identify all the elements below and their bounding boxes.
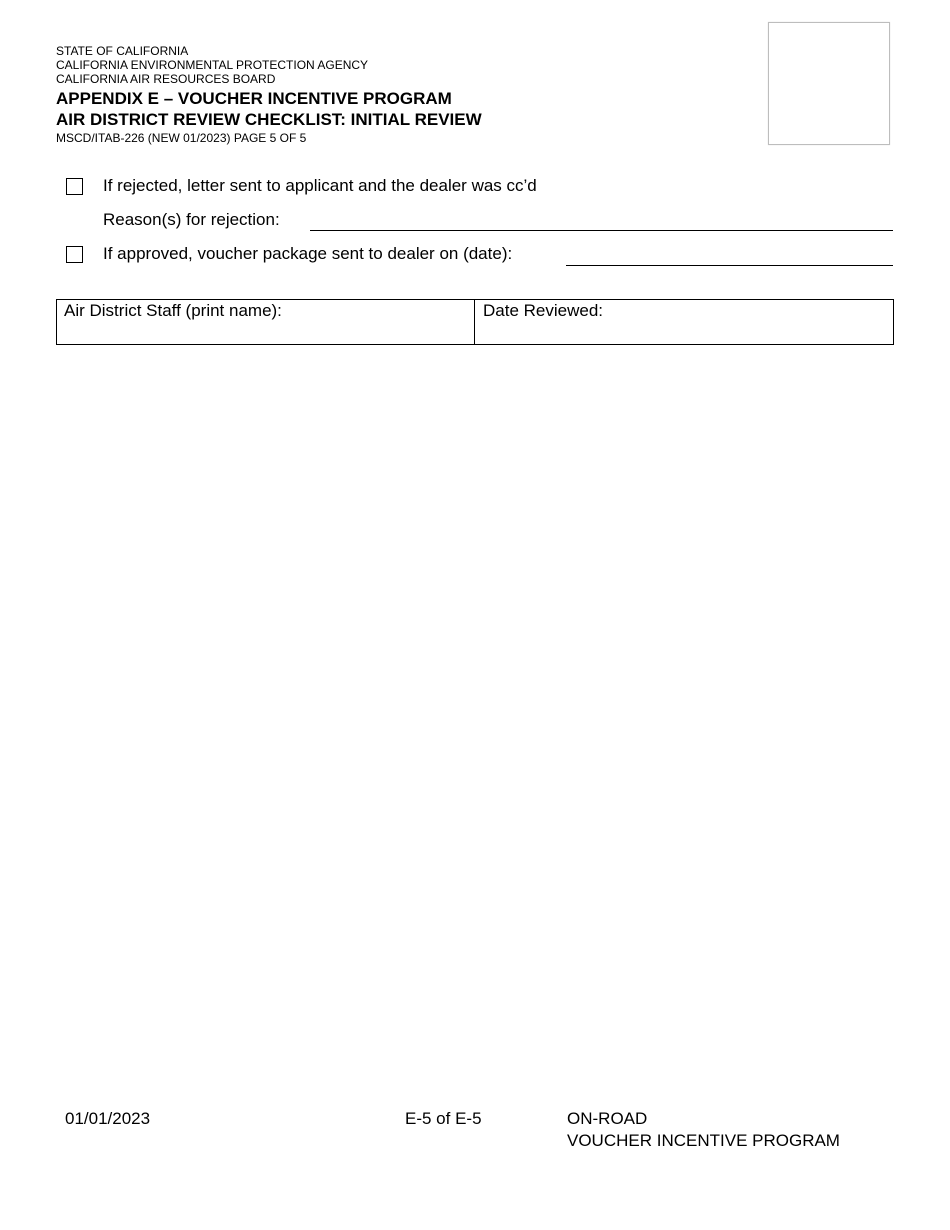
title-line-1: APPENDIX E – VOUCHER INCENTIVE PROGRAM bbox=[56, 89, 452, 108]
approved-date-field[interactable] bbox=[566, 265, 893, 266]
footer-program-line-2: VOUCHER INCENTIVE PROGRAM bbox=[567, 1131, 840, 1150]
staff-name-cell[interactable] bbox=[57, 300, 475, 344]
agency-lines bbox=[56, 44, 368, 86]
rejected-checkbox[interactable] bbox=[66, 178, 83, 195]
footer-date: 01/01/2023 bbox=[65, 1109, 151, 1128]
stamp-box bbox=[768, 22, 890, 145]
rejection-reason-field[interactable] bbox=[310, 230, 893, 231]
staff-review-table bbox=[56, 299, 894, 345]
agency-carb: CALIFORNIA AIR RESOURCES BOARD bbox=[56, 72, 276, 86]
date-reviewed-label: Date Reviewed: bbox=[483, 301, 604, 320]
document-title bbox=[56, 88, 482, 130]
footer-page-number: E-5 of E-5 bbox=[405, 1109, 482, 1128]
approved-label: If approved, voucher package sent to dealer on (date): bbox=[103, 244, 513, 263]
agency-state: STATE OF CALIFORNIA bbox=[56, 44, 189, 58]
footer-program-line-1: ON-ROAD bbox=[567, 1109, 648, 1128]
agency-calepa: CALIFORNIA ENVIRONMENTAL PROTECTION AGENCY bbox=[56, 58, 369, 72]
staff-name-label: Air District Staff (print name): bbox=[64, 301, 282, 320]
approved-checkbox[interactable] bbox=[66, 246, 83, 263]
form-id: MSCD/ITAB-226 (NEW 01/2023) PAGE 5 OF 5 bbox=[56, 131, 307, 145]
rejection-reason-label: Reason(s) for rejection: bbox=[103, 210, 280, 229]
date-reviewed-cell[interactable] bbox=[475, 300, 893, 344]
rejected-label: If rejected, letter sent to applicant and the dealer was cc’d bbox=[103, 176, 537, 195]
footer-program bbox=[567, 1108, 840, 1152]
title-line-2: AIR DISTRICT REVIEW CHECKLIST: INITIAL REVIEW bbox=[56, 110, 482, 129]
